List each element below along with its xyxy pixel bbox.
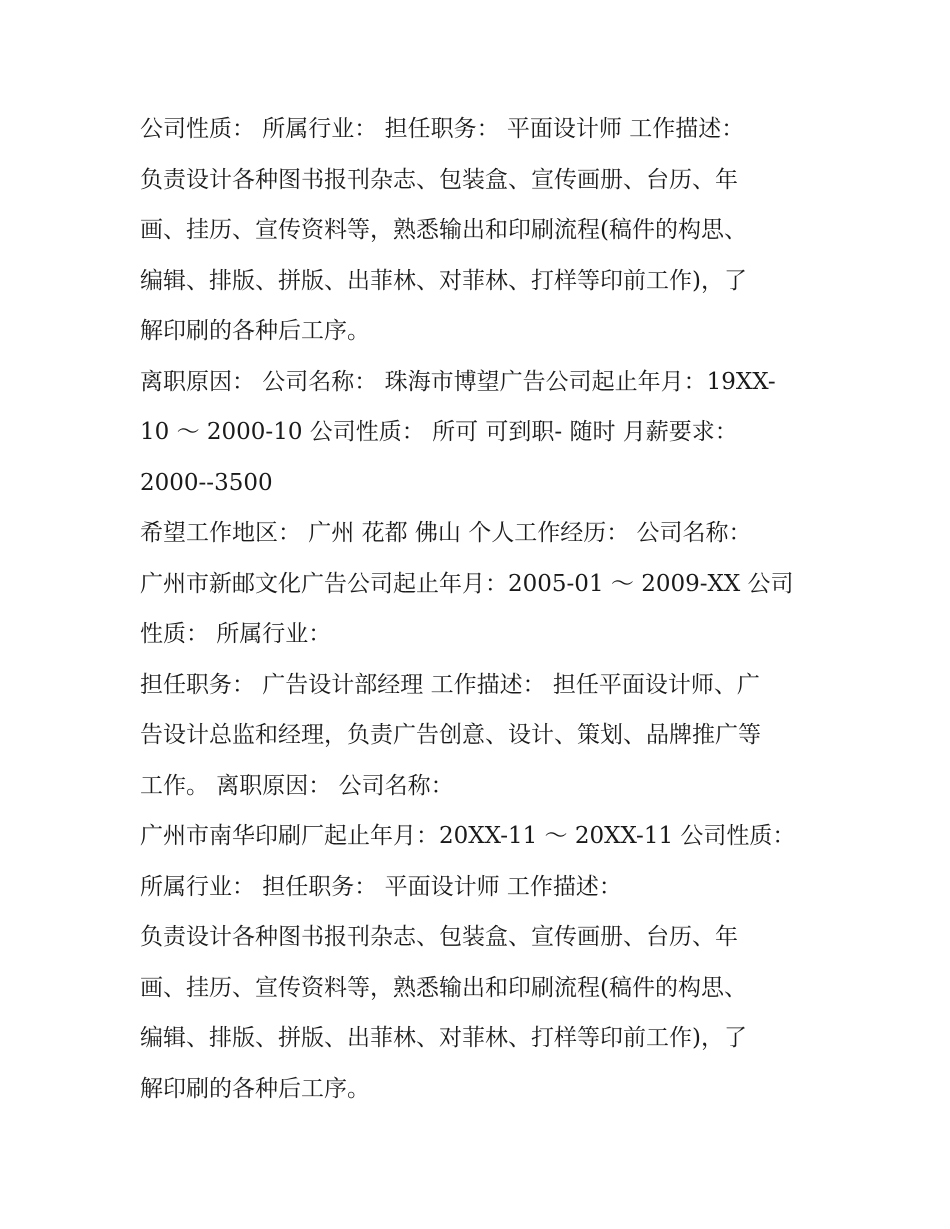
text-line: 离职原因： 公司名称： 珠海市博望广告公司起止年月：19XX- <box>140 368 776 395</box>
text-line: 广州市南华印刷厂起止年月：20XX-11 ～ 20XX-11 公司性质： <box>140 823 796 849</box>
text-line: 工作。 离职原因： 公司名称： <box>140 772 454 799</box>
document-body <box>140 104 820 1114</box>
text-line: 广州市新邮文化广告公司起止年月：2005-01 ～ 2009-XX 公司 <box>140 570 794 597</box>
text-line: 所属行业： 担任职务： 平面设计师 工作描述： <box>140 873 622 900</box>
text-line: 画、挂历、宣传资料等，熟悉输出和印刷流程(稿件的构思、 <box>140 217 747 243</box>
text-line: 希望工作地区： 广州 花都 佛山 个人工作经历： 公司名称： <box>140 520 752 546</box>
text-line: 画、挂历、宣传资料等，熟悉输出和印刷流程(稿件的构思、 <box>140 974 747 1001</box>
text-line: 2000--3500 <box>140 469 273 496</box>
text-line: 负责设计各种图书报刊杂志、包装盒、宣传画册、台历、年 <box>140 166 738 193</box>
text-line: 解印刷的各种后工序。 <box>140 318 370 344</box>
text-line: 解印刷的各种后工序。 <box>140 1075 370 1102</box>
text-line: 担任职务： 广告设计部经理 工作描述： 担任平面设计师、广 <box>140 671 760 698</box>
text-line: 编辑、排版、拼版、出菲林、对菲林、打样等印前工作)，了 <box>140 267 747 294</box>
text-line: 性质： 所属行业： <box>140 621 332 647</box>
text-line: 10 ～ 2000-10 公司性质： 所可 可到职- 随时 月薪要求： <box>140 419 738 445</box>
text-line: 告设计总监和经理，负责广告创意、设计、策划、品牌推广等 <box>140 722 761 748</box>
text-line: 负责设计各种图书报刊杂志、包装盒、宣传画册、台历、年 <box>140 924 738 950</box>
text-line: 编辑、排版、拼版、出菲林、对菲林、打样等印前工作)，了 <box>140 1025 747 1051</box>
text-line: 公司性质： 所属行业： 担任职务： 平面设计师 工作描述： <box>140 116 745 142</box>
